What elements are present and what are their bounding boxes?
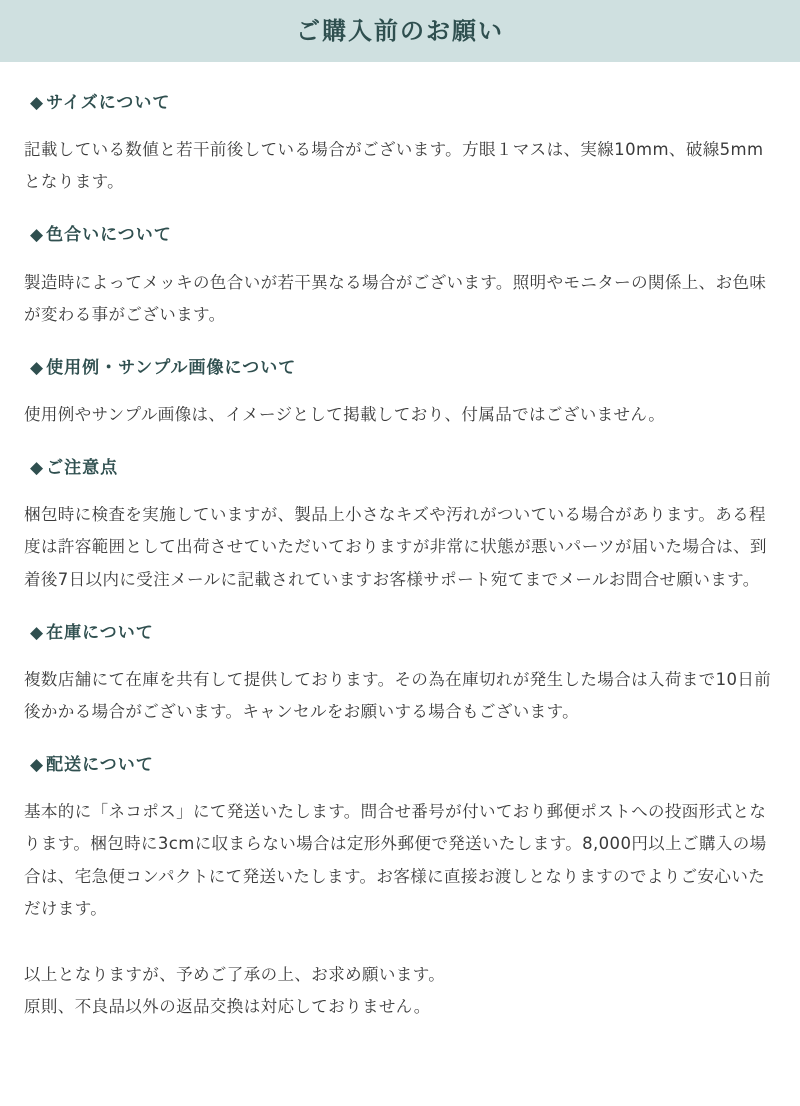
section-heading-sample-image-label: 使用例・サンプル画像について (46, 357, 297, 378)
section-sample-image (18, 357, 782, 431)
section-heading-caution (18, 457, 782, 479)
section-heading-color-label: 色合いについて (46, 225, 172, 246)
section-body-stock: 複数店舗にて在庫を共有して提供しております。その為在庫切れが発生した場合は入荷まで10日前後かかる場合がございます。キャンセルをお願いする場合もございます。 (24, 669, 772, 722)
closing-line-2: 原則、不良品以外の返品交換は対応しておりません。 (24, 997, 431, 1017)
section-body-shipping: 基本的に「ネコポス」にて発送いたします。問合せ番号が付いており郵便ポストへの投函形式となります。梱包時に3cmに収まらない場合は定形外郵便で発送いたします。8,000円以上ご購入の場合は、宅急便コンパクトにて発送いたします。お客様に直接お渡しとなりますのでよりご安心いただけます。 (24, 802, 767, 918)
section-heading-shipping-label: 配送について (46, 755, 154, 776)
diamond-icon: ◆ (30, 225, 45, 246)
section-heading-stock-label: 在庫について (46, 622, 154, 643)
section-heading-shipping (18, 754, 782, 776)
diamond-icon: ◆ (30, 357, 45, 378)
closing-line-1: 以上となりますが、予めご了承の上、お求め願います。 (24, 964, 446, 984)
section-body-color: 製造時によってメッキの色合いが若干異なる場合がございます。照明やモニターの関係上、お色味が変わる事がございます。 (24, 272, 767, 324)
section-body-caution: 梱包時に検査を実施していますが、製品上小さなキズや汚れがついている場合があります。ある程度は許容範囲として出荷させていただいておりますが非常に状態が悪いパーツが届いた場合は、到着後7日以内に受注メールに記載されていますお客様サポート宛てまでメールお問合せ願います。 (24, 505, 767, 589)
closing-note (18, 959, 782, 1023)
section-caution (18, 457, 782, 596)
section-body-size: 記載している数値と若干前後している場合がございます。方眼１マスは、実線10mm、破線5mmとなります。 (24, 140, 764, 192)
section-body-sample-image: 使用例やサンプル画像は、イメージとして掲載しており、付属品ではございません。 (24, 404, 666, 424)
diamond-icon: ◆ (30, 93, 45, 113)
section-stock (18, 622, 782, 728)
diamond-icon: ◆ (30, 458, 45, 479)
section-heading-stock (18, 622, 782, 644)
diamond-icon: ◆ (30, 622, 45, 643)
notice-content (0, 92, 800, 1035)
section-heading-caution-label: ご注意点 (46, 458, 119, 479)
page-header-band (0, 0, 800, 62)
section-size (18, 92, 782, 198)
section-heading-size-label: サイズについて (46, 93, 171, 113)
section-color (18, 224, 782, 330)
section-heading-size (18, 92, 782, 114)
diamond-icon: ◆ (30, 755, 45, 776)
section-heading-color (18, 224, 782, 246)
section-heading-sample-image (18, 357, 782, 379)
page-title: ご購入前のお願い (296, 17, 504, 45)
section-shipping (18, 754, 782, 925)
